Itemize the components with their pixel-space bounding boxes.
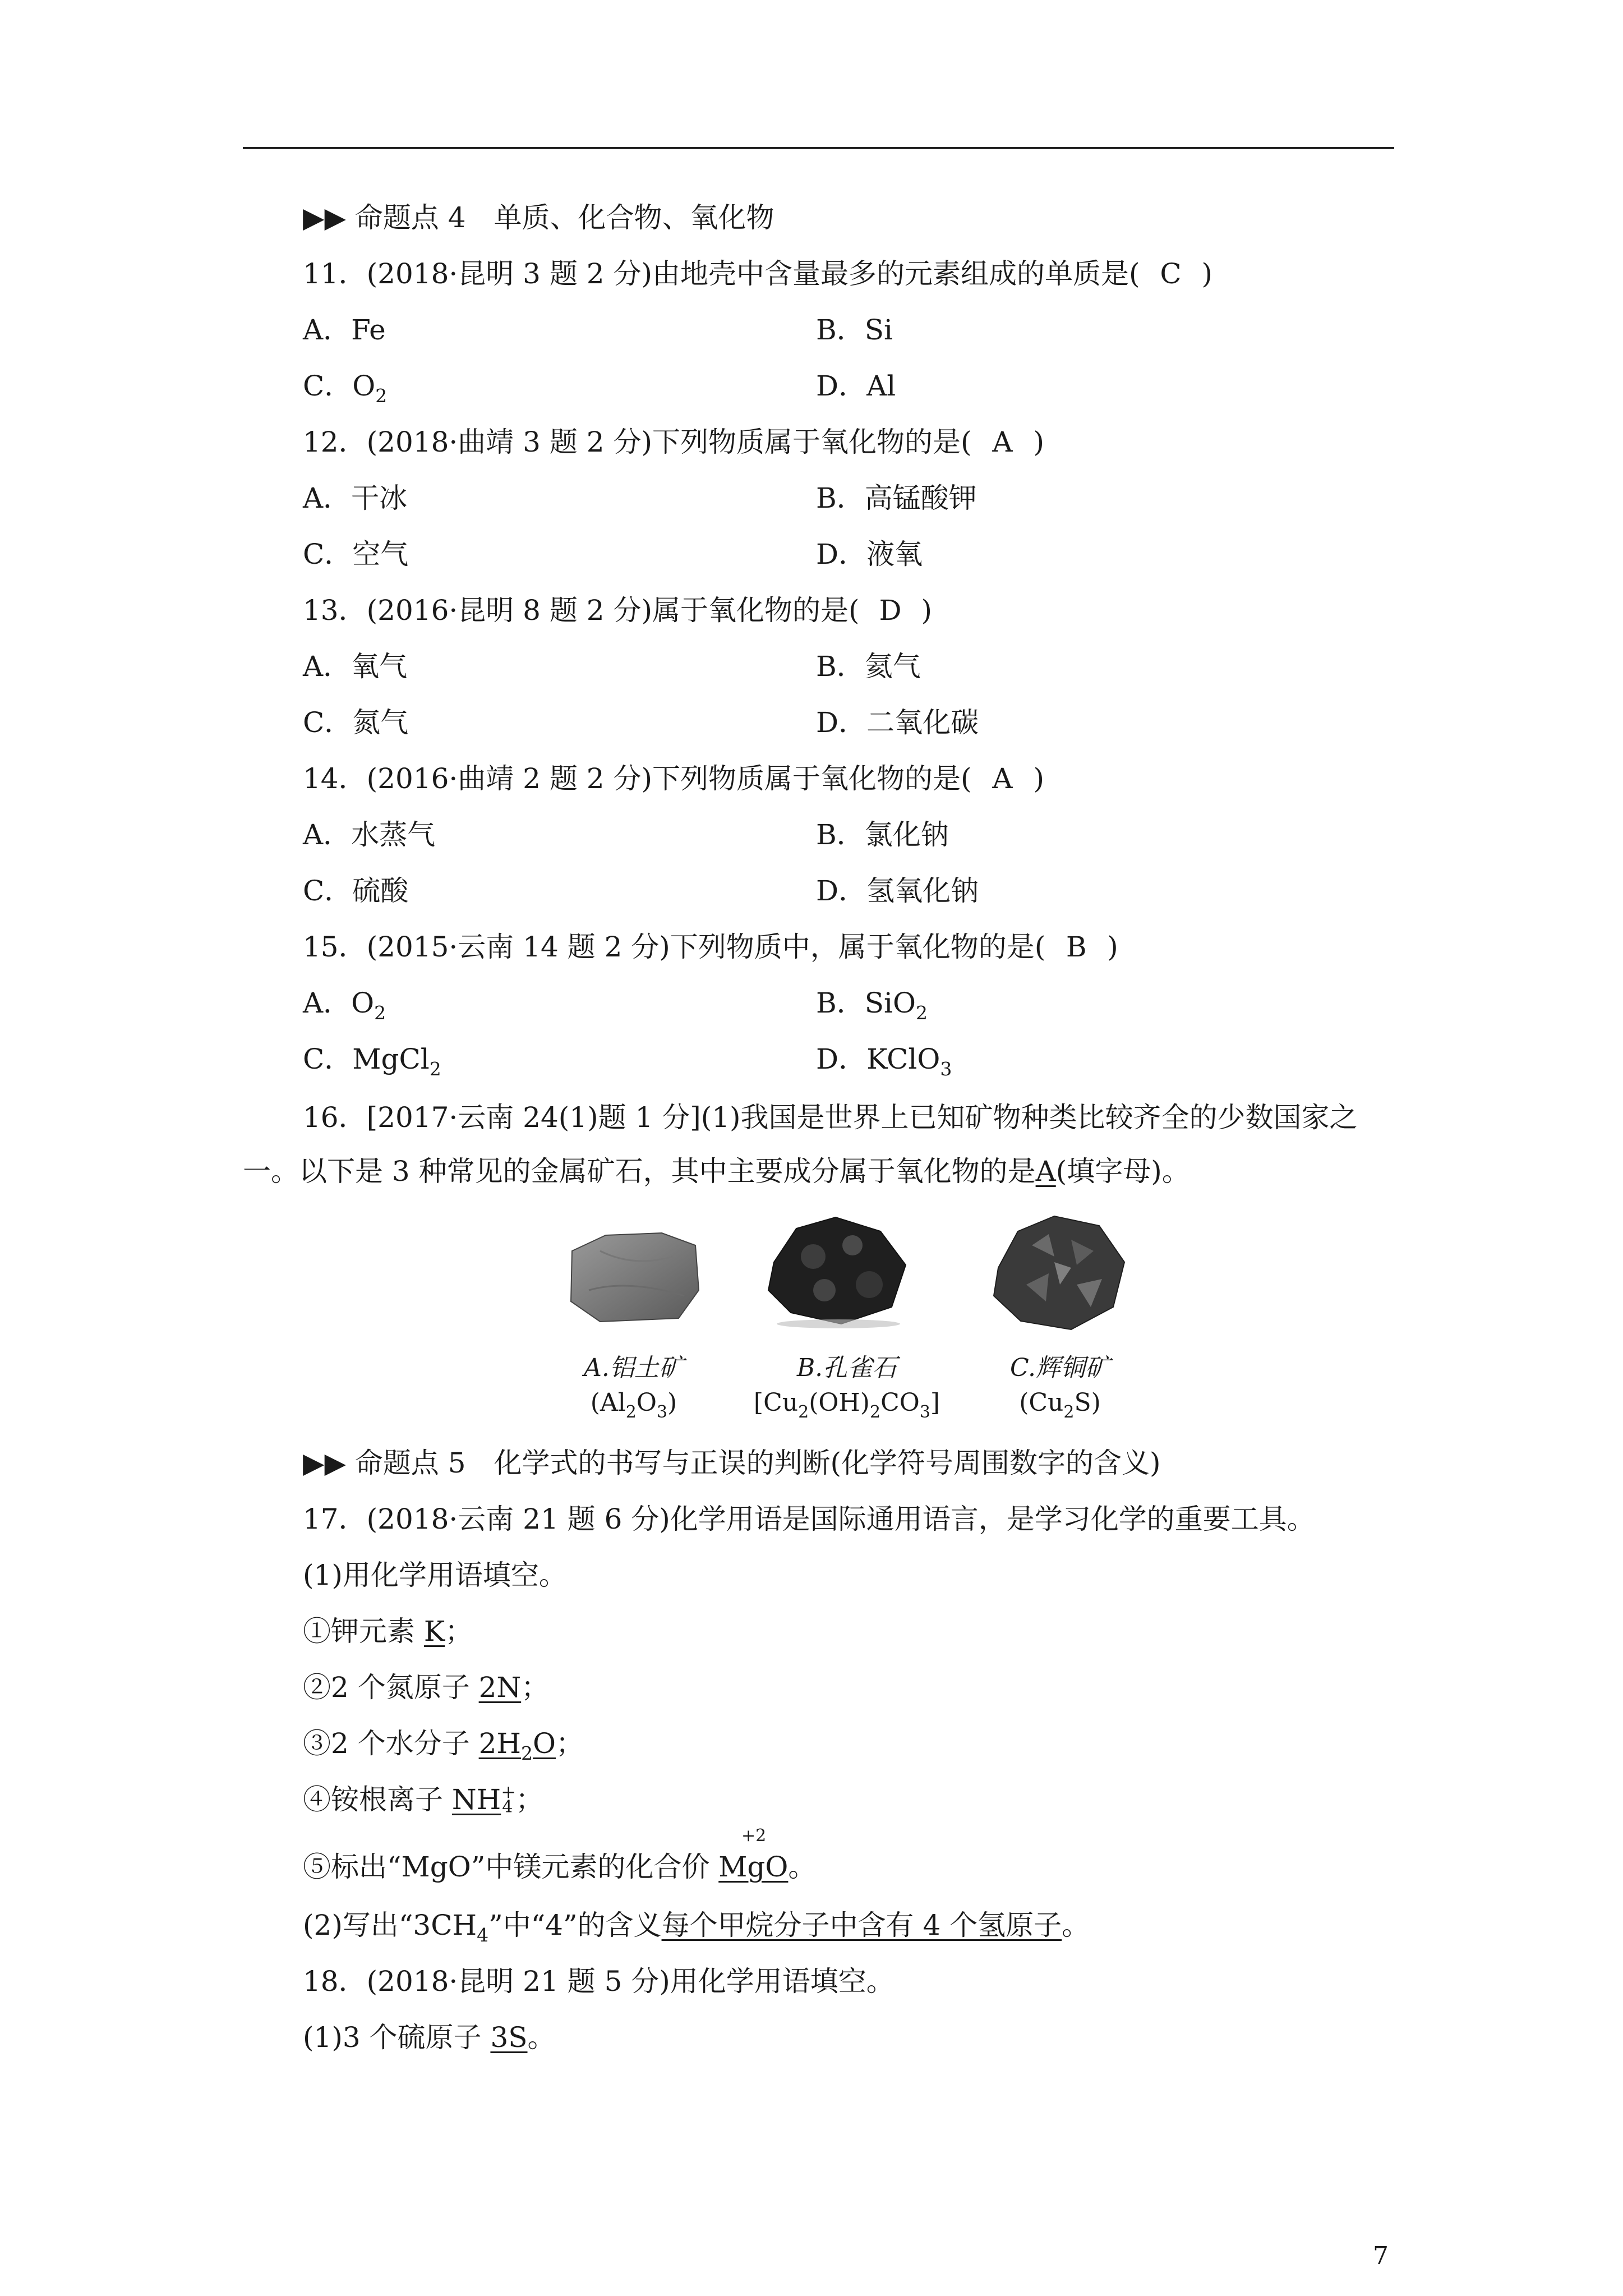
option-d: D．二氧化碳 — [816, 706, 979, 739]
option-b: B．SiO$_2$ — [816, 987, 928, 1024]
mineral-name-c: C.辉铜矿 — [1009, 1354, 1110, 1382]
option-a: A．干冰 — [303, 482, 408, 514]
mineral-formula-c: $(Cu_2S)$ — [1019, 1388, 1101, 1422]
option-c: C．氮气 — [303, 706, 409, 739]
answer: 3S — [490, 2021, 528, 2054]
question-18: 18．(2018·昆明 21 题 5 分)用化学用语填空。 — [303, 1965, 895, 1998]
section-heading-4: ▶▶ 命题点 4 单质、化合物、氧化物 — [303, 201, 774, 234]
option-b: B．氦气 — [816, 650, 921, 683]
answer: MgO — [718, 1851, 789, 1883]
answer: B — [1066, 931, 1087, 963]
question-16: 16．[2017·云南 24(1)题 1 分](1)我国是世界上已知矿物种类比较齐全的少数国家之 — [303, 1101, 1358, 1134]
question-17: 17．(2018·云南 21 题 6 分)化学用语是国际通用语言，是学习化学的重要工具。 — [303, 1503, 1315, 1535]
answer: 2N — [478, 1671, 522, 1704]
answer: K — [423, 1615, 445, 1648]
malachite-rock-icon — [763, 1212, 914, 1332]
option-d: D．Al — [816, 370, 896, 402]
option-c: C．硫酸 — [303, 875, 409, 907]
answer: A — [992, 762, 1013, 795]
option-c: C．空气 — [303, 538, 409, 570]
answer: NH + 4 — [451, 1781, 517, 1817]
option-a: A．Fe — [303, 314, 386, 346]
option-a: A．水蒸气 — [303, 818, 436, 851]
question-stem: 14．(2016·曲靖 2 题 2 分)下列物质属于氧化物的是( — [303, 762, 972, 795]
header-rule — [243, 147, 1394, 149]
chalcocite-rock-icon — [987, 1212, 1133, 1337]
option-d: D．液氧 — [816, 538, 923, 570]
option-d: D．KClO$_3$ — [816, 1043, 952, 1080]
option-c: C．$O_2$ — [303, 370, 388, 407]
question-17-item-2: ②2 个氮原子 2N； — [303, 1671, 550, 1704]
option-a: A．$O_2$ — [303, 987, 386, 1024]
page-number: 7 — [1373, 2242, 1389, 2270]
valence-mark: +2 — [741, 1826, 767, 1846]
question-17-item-3: ③2 个水分子 $2H_2O$； — [303, 1727, 584, 1764]
minerals-figure — [555, 1212, 1144, 1425]
mineral-formula-a: $(Al_2O_3)$ — [590, 1388, 677, 1422]
answer: $2H_2O$ — [478, 1727, 556, 1764]
question-stem: 12．(2018·曲靖 3 题 2 分)下列物质属于氧化物的是( — [303, 426, 972, 458]
section-heading-5: ▶▶ 命题点 5 化学式的书写与正误的判断(化学符号周围数字的含义) — [303, 1447, 1161, 1479]
question-15: 15．(2015·云南 14 题 2 分)下列物质中，属于氧化物的是( B ) — [303, 929, 1118, 965]
mineral-name-a: A.铝土矿 — [584, 1354, 684, 1382]
mineral-formula-b: $[Cu_2(OH)_2CO_3]$ — [753, 1388, 940, 1422]
question-stem: 15．(2015·云南 14 题 2 分)下列物质中，属于氧化物的是( — [303, 931, 1046, 963]
question-13: 13．(2016·昆明 8 题 2 分)属于氧化物的是( D ) — [303, 592, 932, 628]
question-17-part-1: (1)用化学用语填空。 — [303, 1559, 567, 1591]
option-c: C．MgCl$_2$ — [303, 1043, 441, 1080]
option-b: B．高锰酸钾 — [816, 482, 977, 514]
question-12: 12．(2018·曲靖 3 题 2 分)下列物质属于氧化物的是( A ) — [303, 424, 1044, 460]
answer: A — [1035, 1155, 1056, 1188]
answer: 每个甲烷分子中含有 4 个氢原子 — [661, 1909, 1062, 1941]
option-b: B．氯化钠 — [816, 818, 949, 851]
mineral-name-b: B.孔雀石 — [796, 1354, 897, 1382]
question-14: 14．(2016·曲靖 2 题 2 分)下列物质属于氧化物的是( A ) — [303, 761, 1044, 797]
question-stem: 13．(2016·昆明 8 题 2 分)属于氧化物的是( — [303, 594, 860, 627]
answer: C — [1160, 257, 1182, 290]
option-b: B．Si — [816, 314, 893, 346]
bauxite-rock-icon — [566, 1228, 701, 1326]
question-16-continued: 一。以下是 3 种常见的金属矿石，其中主要成分属于氧化物的是A(填字母)。 — [243, 1155, 1190, 1188]
answer: A — [992, 426, 1013, 458]
question-18-item-1: (1)3 个硫原子 3S。 — [303, 2021, 556, 2054]
option-a: A．氧气 — [303, 650, 408, 683]
option-d: D．氢氧化钠 — [816, 875, 979, 907]
question-17-item-1: ①钾元素 K； — [303, 1615, 473, 1648]
question-17-item-5: ⑤标出“MgO”中镁元素的化合价 MgO。 — [303, 1851, 817, 1883]
question-17-part-2: (2)写出“$3CH_4$”中“4”的含义每个甲烷分子中含有 4 个氢原子。 — [303, 1909, 1090, 1946]
question-11: 11．(2018·昆明 3 题 2 分)由地壳中含量最多的元素组成的单质是( C ) — [303, 256, 1212, 292]
answer: D — [879, 594, 902, 627]
question-stem: 11．(2018·昆明 3 题 2 分)由地壳中含量最多的元素组成的单质是( — [303, 257, 1140, 290]
question-17-item-4: ④铵根离子 NH + 4 ； — [303, 1781, 544, 1817]
